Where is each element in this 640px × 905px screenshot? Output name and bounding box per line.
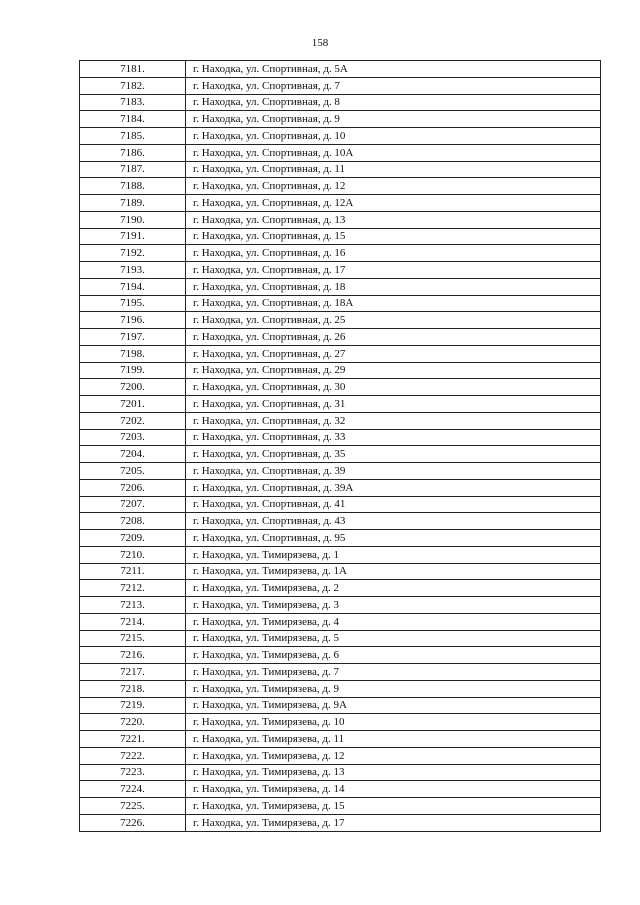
row-number-cell: 7182. (80, 77, 186, 94)
address-cell: г. Находка, ул. Спортивная, д. 12 (186, 178, 601, 195)
row-number-cell: 7188. (80, 178, 186, 195)
table-row (80, 496, 601, 513)
row-number-cell: 7192. (80, 245, 186, 262)
table-row (80, 278, 601, 295)
address-cell: г. Находка, ул. Тимирязева, д. 1 (186, 546, 601, 563)
row-number-cell: 7219. (80, 697, 186, 714)
row-number-cell: 7217. (80, 664, 186, 681)
table-row (80, 664, 601, 681)
table-row (80, 513, 601, 530)
row-number-cell: 7181. (80, 61, 186, 78)
row-number-cell: 7190. (80, 211, 186, 228)
row-number-cell: 7198. (80, 345, 186, 362)
address-cell: г. Находка, ул. Тимирязева, д. 1А (186, 563, 601, 580)
row-number-cell: 7206. (80, 479, 186, 496)
table-row (80, 563, 601, 580)
table-row (80, 329, 601, 346)
address-cell: г. Находка, ул. Спортивная, д. 16 (186, 245, 601, 262)
row-number-cell: 7222. (80, 747, 186, 764)
address-cell: г. Находка, ул. Спортивная, д. 8 (186, 94, 601, 111)
table-row (80, 530, 601, 547)
address-cell: г. Находка, ул. Спортивная, д. 29 (186, 362, 601, 379)
address-cell: г. Находка, ул. Спортивная, д. 32 (186, 412, 601, 429)
address-cell: г. Находка, ул. Тимирязева, д. 13 (186, 764, 601, 781)
row-number-cell: 7196. (80, 312, 186, 329)
table-row (80, 178, 601, 195)
row-number-cell: 7216. (80, 647, 186, 664)
address-cell: г. Находка, ул. Спортивная, д. 18А (186, 295, 601, 312)
row-number-cell: 7191. (80, 228, 186, 245)
table-row (80, 345, 601, 362)
address-cell: г. Находка, ул. Спортивная, д. 17 (186, 262, 601, 279)
table-row (80, 262, 601, 279)
page-number: 158 (311, 37, 329, 49)
row-number-cell: 7213. (80, 597, 186, 614)
address-cell: г. Находка, ул. Тимирязева, д. 2 (186, 580, 601, 597)
table-row (80, 697, 601, 714)
table-row (80, 111, 601, 128)
row-number-cell: 7205. (80, 463, 186, 480)
table-row (80, 546, 601, 563)
address-cell: г. Находка, ул. Спортивная, д. 35 (186, 446, 601, 463)
row-number-cell: 7200. (80, 379, 186, 396)
address-cell: г. Находка, ул. Спортивная, д. 7 (186, 77, 601, 94)
address-cell: г. Находка, ул. Тимирязева, д. 17 (186, 814, 601, 831)
table-row (80, 680, 601, 697)
table-row (80, 195, 601, 212)
table-row (80, 228, 601, 245)
address-cell: г. Находка, ул. Спортивная, д. 9 (186, 111, 601, 128)
row-number-cell: 7187. (80, 161, 186, 178)
row-number-cell: 7189. (80, 195, 186, 212)
row-number-cell: 7186. (80, 144, 186, 161)
address-cell: г. Находка, ул. Тимирязева, д. 9А (186, 697, 601, 714)
row-number-cell: 7224. (80, 781, 186, 798)
row-number-cell: 7194. (80, 278, 186, 295)
table-row (80, 597, 601, 614)
address-table-body (80, 61, 601, 832)
table-row (80, 764, 601, 781)
table-row (80, 245, 601, 262)
address-cell: г. Находка, ул. Тимирязева, д. 9 (186, 680, 601, 697)
address-cell: г. Находка, ул. Спортивная, д. 43 (186, 513, 601, 530)
address-cell: г. Находка, ул. Тимирязева, д. 15 (186, 798, 601, 815)
address-cell: г. Находка, ул. Спортивная, д. 33 (186, 429, 601, 446)
address-cell: г. Находка, ул. Спортивная, д. 13 (186, 211, 601, 228)
table-row (80, 396, 601, 413)
row-number-cell: 7199. (80, 362, 186, 379)
row-number-cell: 7211. (80, 563, 186, 580)
table-row (80, 714, 601, 731)
row-number-cell: 7220. (80, 714, 186, 731)
row-number-cell: 7207. (80, 496, 186, 513)
table-row (80, 647, 601, 664)
address-cell: г. Находка, ул. Спортивная, д. 15 (186, 228, 601, 245)
row-number-cell: 7215. (80, 630, 186, 647)
table-row (80, 446, 601, 463)
row-number-cell: 7214. (80, 613, 186, 630)
row-number-cell: 7221. (80, 731, 186, 748)
row-number-cell: 7203. (80, 429, 186, 446)
address-cell: г. Находка, ул. Спортивная, д. 11 (186, 161, 601, 178)
address-cell: г. Находка, ул. Спортивная, д. 31 (186, 396, 601, 413)
row-number-cell: 7183. (80, 94, 186, 111)
address-cell: г. Находка, ул. Спортивная, д. 25 (186, 312, 601, 329)
address-cell: г. Находка, ул. Спортивная, д. 10А (186, 144, 601, 161)
row-number-cell: 7204. (80, 446, 186, 463)
table-row (80, 94, 601, 111)
address-cell: г. Находка, ул. Спортивная, д. 18 (186, 278, 601, 295)
table-row (80, 211, 601, 228)
table-row (80, 161, 601, 178)
address-cell: г. Находка, ул. Тимирязева, д. 14 (186, 781, 601, 798)
address-cell: г. Находка, ул. Спортивная, д. 39А (186, 479, 601, 496)
address-cell: г. Находка, ул. Тимирязева, д. 6 (186, 647, 601, 664)
address-cell: г. Находка, ул. Тимирязева, д. 12 (186, 747, 601, 764)
address-cell: г. Находка, ул. Спортивная, д. 26 (186, 329, 601, 346)
row-number-cell: 7218. (80, 680, 186, 697)
address-cell: г. Находка, ул. Тимирязева, д. 11 (186, 731, 601, 748)
address-cell: г. Находка, ул. Спортивная, д. 5А (186, 61, 601, 78)
table-row (80, 613, 601, 630)
address-cell: г. Находка, ул. Спортивная, д. 30 (186, 379, 601, 396)
row-number-cell: 7212. (80, 580, 186, 597)
table-row (80, 580, 601, 597)
table-row (80, 630, 601, 647)
row-number-cell: 7185. (80, 128, 186, 145)
table-row (80, 463, 601, 480)
row-number-cell: 7184. (80, 111, 186, 128)
row-number-cell: 7208. (80, 513, 186, 530)
table-row (80, 429, 601, 446)
address-table (79, 60, 601, 832)
address-cell: г. Находка, ул. Тимирязева, д. 7 (186, 664, 601, 681)
table-row (80, 814, 601, 831)
row-number-cell: 7201. (80, 396, 186, 413)
table-row (80, 128, 601, 145)
address-cell: г. Находка, ул. Спортивная, д. 10 (186, 128, 601, 145)
row-number-cell: 7223. (80, 764, 186, 781)
address-cell: г. Находка, ул. Спортивная, д. 27 (186, 345, 601, 362)
row-number-cell: 7202. (80, 412, 186, 429)
row-number-cell: 7226. (80, 814, 186, 831)
table-row (80, 747, 601, 764)
row-number-cell: 7195. (80, 295, 186, 312)
address-cell: г. Находка, ул. Спортивная, д. 95 (186, 530, 601, 547)
table-row (80, 312, 601, 329)
row-number-cell: 7209. (80, 530, 186, 547)
row-number-cell: 7210. (80, 546, 186, 563)
row-number-cell: 7197. (80, 329, 186, 346)
address-cell: г. Находка, ул. Спортивная, д. 39 (186, 463, 601, 480)
address-cell: г. Находка, ул. Тимирязева, д. 10 (186, 714, 601, 731)
table-row (80, 77, 601, 94)
table-row (80, 295, 601, 312)
table-row (80, 731, 601, 748)
address-cell: г. Находка, ул. Тимирязева, д. 3 (186, 597, 601, 614)
table-row (80, 781, 601, 798)
address-cell: г. Находка, ул. Спортивная, д. 12А (186, 195, 601, 212)
row-number-cell: 7193. (80, 262, 186, 279)
table-row (80, 412, 601, 429)
table-row (80, 61, 601, 78)
table-row (80, 362, 601, 379)
row-number-cell: 7225. (80, 798, 186, 815)
address-cell: г. Находка, ул. Тимирязева, д. 5 (186, 630, 601, 647)
table-row (80, 144, 601, 161)
address-cell: г. Находка, ул. Тимирязева, д. 4 (186, 613, 601, 630)
table-row (80, 798, 601, 815)
table-row (80, 479, 601, 496)
address-cell: г. Находка, ул. Спортивная, д. 41 (186, 496, 601, 513)
table-row (80, 379, 601, 396)
